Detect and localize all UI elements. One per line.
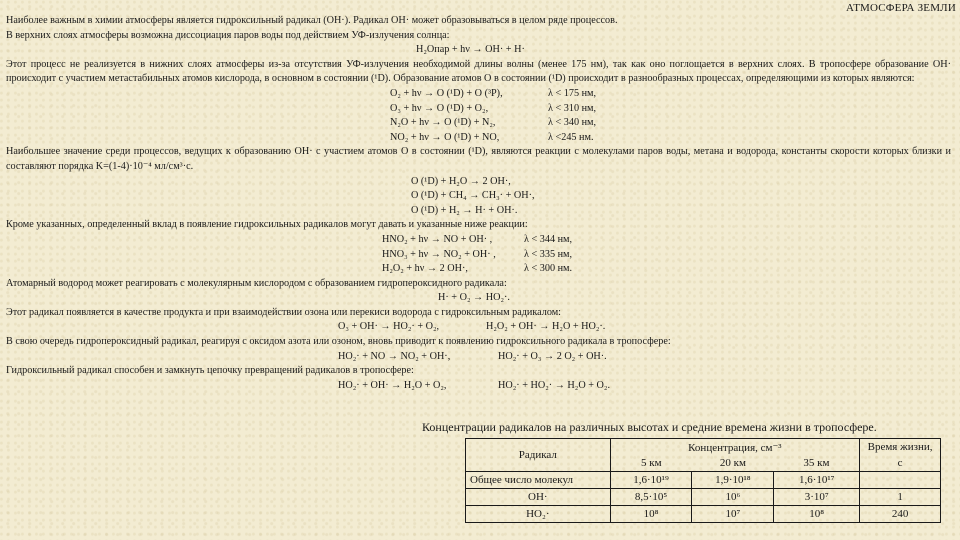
wavelength-limit: λ < 340 нм, (548, 117, 597, 129)
column-header-lifetime-unit: с (860, 455, 941, 472)
o1d-reactions (6, 87, 951, 145)
table-cell: 240 (860, 506, 941, 523)
equation-row: O (¹D) + H₂ → H· + OH·. (411, 204, 518, 216)
equation-row (382, 248, 951, 263)
equation-row: O (¹D) + CH₄ → CH₃· + OH·, (411, 190, 535, 202)
reaction: O₃ + OH· → HO₂· + O₂, (338, 321, 440, 333)
row-label: Общее число молекул (466, 472, 611, 489)
reaction: HO₂· + HO₂· → H₂O + O₂. (498, 379, 610, 391)
paragraph: Атомарный водород может реагировать с молекулярным кислородом с образованием гидропероксидного радикала: (6, 277, 507, 289)
wavelength-limit: λ < 300 нм. (524, 263, 573, 275)
equation-ho2-from-h: H· + O₂ → HO₂·. (438, 292, 510, 304)
reaction: H₂O₂ + OH· → H₂O + HO₂·. (486, 321, 606, 333)
paragraph: Гидроксильный радикал способен и замкнуть цепочку превращений радикалов в тропосфере: (6, 365, 414, 377)
column-header-height: 35 км (774, 455, 860, 472)
other-oh-reactions (6, 233, 951, 277)
reaction: HNO₃ + hν → NO₂ + OH· , (382, 248, 496, 260)
table-cell: 10⁶ (692, 489, 774, 506)
equation-water-dissociation: H₂Oпар + hν → OH· + H· (416, 44, 525, 56)
equation-row (382, 233, 951, 248)
table-cell: 1,6·10¹⁹ (610, 472, 692, 489)
table-cell: 1,6·10¹⁷ (774, 472, 860, 489)
table-cell: 10⁸ (774, 506, 860, 523)
document-body (6, 14, 951, 393)
reaction: HO₂· + NO → NO₂ + OH·, (338, 350, 451, 362)
wavelength-limit: λ <245 нм. (548, 131, 594, 143)
wavelength-limit: λ < 344 нм, (524, 233, 573, 245)
table-cell: 10⁷ (692, 506, 774, 523)
table-row (466, 489, 941, 506)
reaction: N₂O + hν → O (¹D) + N₂, (390, 117, 496, 129)
table-cell: 1 (860, 489, 941, 506)
equation-row (390, 87, 951, 102)
paragraph: Этот радикал появляется в качестве продукта и при взаимодействии озона или перекиси водорода с гидроксильным радикалом: (6, 306, 562, 318)
column-header-lifetime: Время жизни, (860, 439, 941, 456)
equation-row (6, 350, 951, 365)
wavelength-limit: λ < 310 нм, (548, 102, 597, 114)
equation-row (390, 102, 951, 117)
reaction: HO₂· + OH· → H₂O + O₂, (338, 379, 447, 391)
wavelength-limit: λ < 175 нм, (548, 87, 597, 99)
table-cell: 3·10⁷ (774, 489, 860, 506)
page-title: АТМОСФЕРА ЗЕМЛИ (846, 2, 956, 14)
equation-row: O (¹D) + H₂O → 2 OH·, (411, 175, 511, 187)
wavelength-limit: λ < 335 нм, (524, 248, 573, 260)
paragraph: Наиболее важным в химии атмосферы является гидроксильный радикал (OH·). Радикал OH· может образовываться в целом ряде процессов. (6, 15, 618, 26)
table-header-row (466, 439, 941, 456)
paragraph: Этот процесс не реализуется в нижних слоях атмосферы из-за отсутствия УФ-излучения необходимой длины волны (менее 175 нм), так как оно поглощается в верхних слоях. В тропосфере образование OH· происходит с участием метастабильных атомов кислорода, в основном в состоянии (¹D). Образование атомов O в состоянии (¹D) происходит в разнообразных процессах, определяющими из которых являются: (6, 58, 951, 85)
radical-concentration-table (465, 438, 941, 523)
equation-row (6, 379, 951, 394)
reaction: HNO₂ + hν → NO + OH· , (382, 233, 493, 245)
reaction: O₂ + hν → O (¹D) + O (³P), (390, 87, 503, 99)
table-cell: 8,5·10⁵ (610, 489, 692, 506)
table-cell: 1,9·10¹⁸ (692, 472, 774, 489)
paragraph: Наибольшее значение среди процессов, ведущих к образованию OH· с участием атомов O в состоянии (¹D), являются реакции с молекулами паров воды, метана и водорода, константы скорости которых близки и составляют порядка K=(1-4)·10⁻⁴ мл/см³·с. (6, 146, 951, 172)
oh-formation-reactions (6, 175, 951, 219)
equation-row (390, 116, 951, 131)
paragraph: Кроме указанных, определенный вклад в появление гидроксильных радикалов могут давать и указанные ниже реакции: (6, 219, 528, 231)
reaction: O₃ + hν → O (¹D) + O₂, (390, 102, 489, 114)
reaction: NO₂ + hν → O (¹D) + NO, (390, 131, 500, 143)
equation-row (6, 320, 951, 335)
table-row (466, 506, 941, 523)
table-title: Концентрации радикалов на различных высотах и средние времена жизни в тропосфере. (422, 420, 877, 434)
reaction: H₂O₂ + hν → 2 OH·, (382, 263, 468, 275)
column-header-concentration: Концентрация, см⁻³ (610, 439, 860, 456)
equation-row (390, 131, 951, 146)
table-cell (860, 472, 941, 489)
column-header-height: 5 км (610, 455, 692, 472)
column-header-height: 20 км (692, 455, 774, 472)
column-header-radical: Радикал (466, 439, 611, 472)
paragraph: В свою очередь гидропероксидный радикал, реагируя с оксидом азота или озоном, вновь приводит к появлению гидроксильного радикала в тропосфере: (6, 336, 671, 348)
paragraph: В верхних слоях атмосферы возможна диссоциация паров воды под действием УФ-излучения солнца: (6, 29, 450, 41)
table-row (466, 472, 941, 489)
table-cell: 10⁸ (610, 506, 692, 523)
row-label: HO₂· (466, 506, 611, 523)
row-label: OH· (466, 489, 611, 506)
reaction: HO₂· + O₃ → 2 O₂ + OH·. (498, 350, 607, 362)
equation-row (382, 262, 951, 277)
